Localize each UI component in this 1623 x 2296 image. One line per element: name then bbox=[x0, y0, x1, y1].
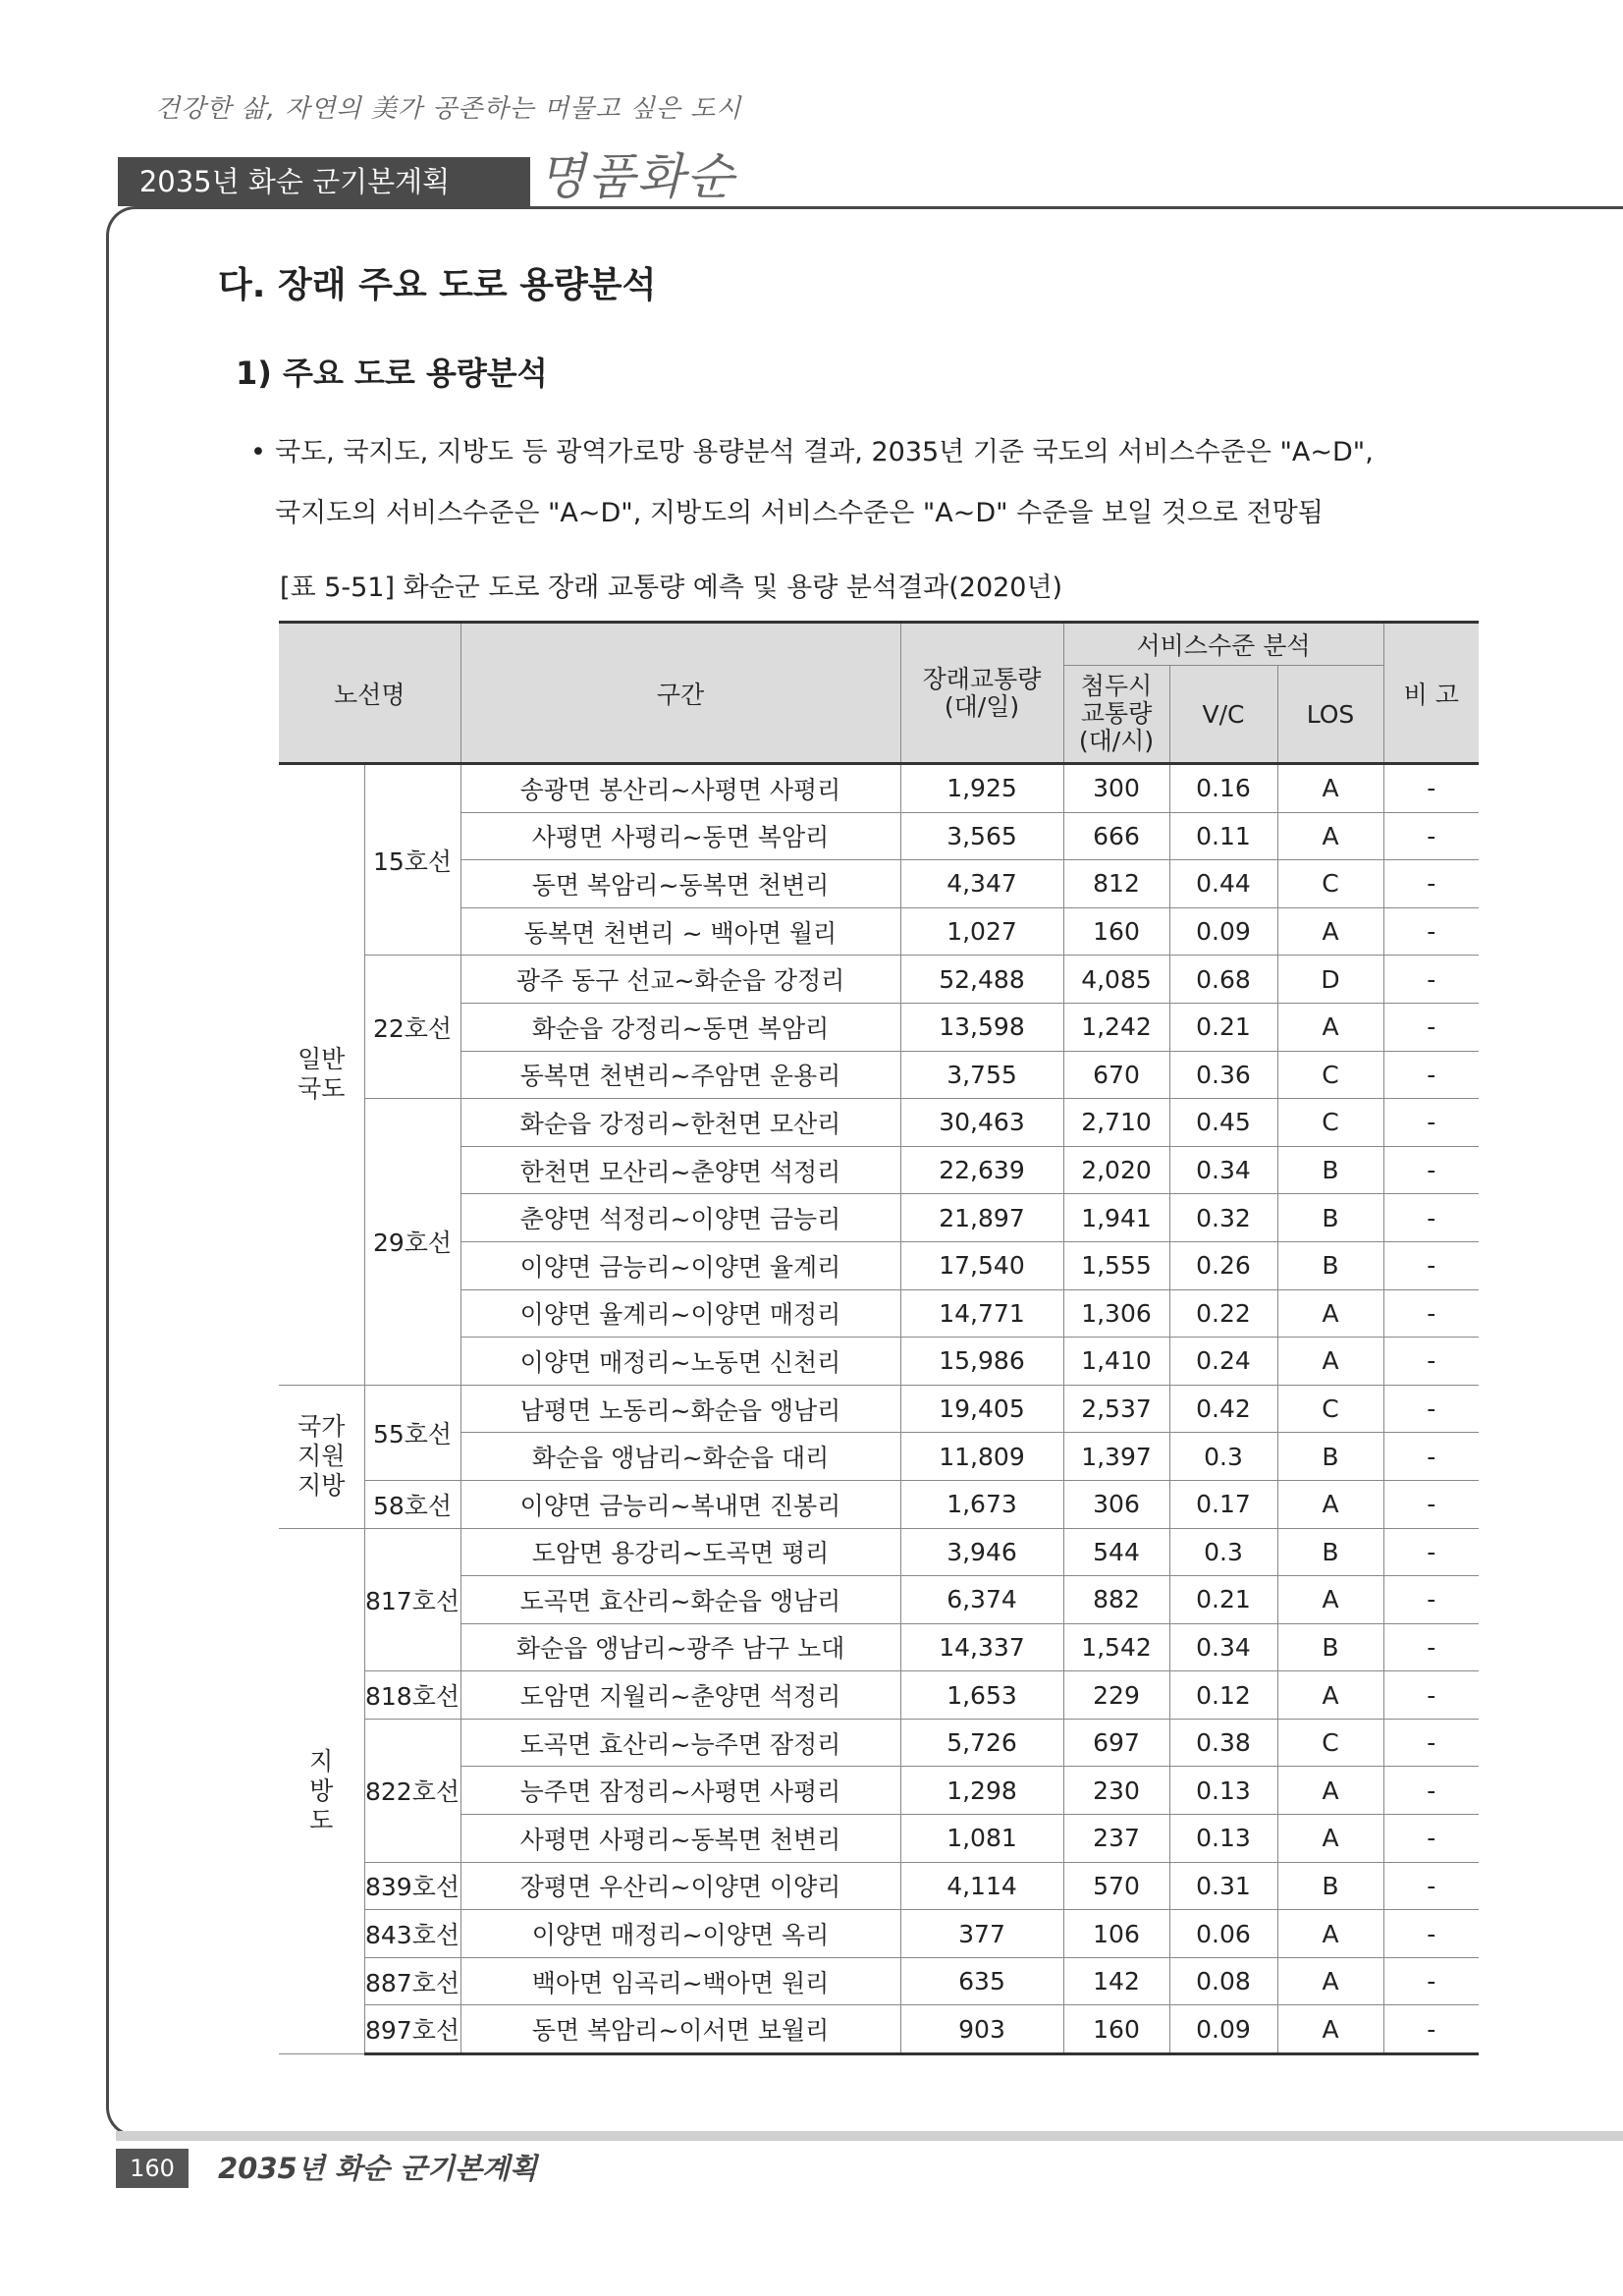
vc-cell: 0.09 bbox=[1169, 907, 1277, 956]
future-volume-cell: 15,986 bbox=[900, 1338, 1063, 1386]
los-cell: D bbox=[1277, 956, 1383, 1004]
road-capacity-table bbox=[279, 621, 1479, 2055]
future-volume-cell: 14,771 bbox=[900, 1289, 1063, 1338]
peak-volume-cell: 1,555 bbox=[1063, 1241, 1169, 1289]
table-row bbox=[279, 1671, 1479, 1720]
vc-cell: 0.26 bbox=[1169, 1241, 1277, 1289]
los-cell: B bbox=[1277, 1623, 1383, 1671]
vc-cell: 0.42 bbox=[1169, 1385, 1277, 1433]
peak-volume-cell: 237 bbox=[1063, 1815, 1169, 1863]
vc-cell: 0.12 bbox=[1169, 1671, 1277, 1720]
table-row bbox=[279, 1528, 1479, 1576]
route-number-cell: 29호선 bbox=[364, 1099, 460, 1386]
section-cell: 이양면 율계리~이양면 매정리 bbox=[460, 1289, 900, 1338]
los-cell: B bbox=[1277, 1433, 1383, 1481]
vc-cell: 0.3 bbox=[1169, 1528, 1277, 1576]
vc-cell: 0.21 bbox=[1169, 1576, 1277, 1624]
header-vc: V/C bbox=[1169, 666, 1277, 764]
note-cell: - bbox=[1383, 1957, 1479, 2005]
peak-volume-cell: 1,941 bbox=[1063, 1194, 1169, 1242]
note-cell: - bbox=[1383, 1289, 1479, 1338]
vc-cell: 0.38 bbox=[1169, 1719, 1277, 1767]
subsection-heading: 1) 주요 도로 용량분석 bbox=[236, 355, 548, 392]
peak-volume-cell: 106 bbox=[1063, 1910, 1169, 1958]
vc-cell: 0.16 bbox=[1169, 764, 1277, 813]
peak-volume-cell: 306 bbox=[1063, 1480, 1169, 1528]
table-body bbox=[279, 764, 1479, 2054]
los-cell: A bbox=[1277, 1003, 1383, 1051]
peak-volume-cell: 697 bbox=[1063, 1719, 1169, 1767]
table-row bbox=[279, 1385, 1479, 1433]
table-row bbox=[279, 1957, 1479, 2005]
peak-volume-cell: 2,020 bbox=[1063, 1146, 1169, 1194]
section-cell: 장평면 우산리~이양면 이양리 bbox=[460, 1862, 900, 1910]
section-cell: 도곡면 효산리~능주면 잠정리 bbox=[460, 1719, 900, 1767]
section-cell: 송광면 봉산리~사평면 사평리 bbox=[460, 764, 900, 813]
future-volume-cell: 21,897 bbox=[900, 1194, 1063, 1242]
peak-volume-cell: 4,085 bbox=[1063, 956, 1169, 1004]
section-cell: 남평면 노동리~화순읍 앵남리 bbox=[460, 1385, 900, 1433]
header-route-name: 노선명 bbox=[279, 623, 460, 764]
future-volume-cell: 30,463 bbox=[900, 1099, 1063, 1147]
future-volume-cell: 3,946 bbox=[900, 1528, 1063, 1576]
route-number-cell: 818호선 bbox=[364, 1671, 460, 1720]
section-cell: 사평면 사평리~동복면 천변리 bbox=[460, 1815, 900, 1863]
future-volume-cell: 14,337 bbox=[900, 1623, 1063, 1671]
future-volume-cell: 1,925 bbox=[900, 764, 1063, 813]
peak-volume-cell: 142 bbox=[1063, 1957, 1169, 2005]
table-caption: [표 5-51] 화순군 도로 장래 교통량 예측 및 용량 분석결과(2020년) bbox=[280, 573, 1063, 603]
frame-shadow bbox=[116, 2131, 1623, 2141]
section-cell: 이양면 매정리~이양면 옥리 bbox=[460, 1910, 900, 1958]
note-cell: - bbox=[1383, 956, 1479, 1004]
note-cell: - bbox=[1383, 1910, 1479, 1958]
section-cell: 이양면 금능리~복내면 진봉리 bbox=[460, 1480, 900, 1528]
future-volume-cell: 6,374 bbox=[900, 1576, 1063, 1624]
los-cell: B bbox=[1277, 1528, 1383, 1576]
vc-cell: 0.31 bbox=[1169, 1862, 1277, 1910]
section-cell: 광주 동구 선교~화순읍 강정리 bbox=[460, 956, 900, 1004]
table-row bbox=[279, 1099, 1479, 1147]
note-cell: - bbox=[1383, 1146, 1479, 1194]
note-cell: - bbox=[1383, 1241, 1479, 1289]
section-cell: 이양면 금능리~이양면 율계리 bbox=[460, 1241, 900, 1289]
section-cell: 동복면 천변리~주암면 운용리 bbox=[460, 1051, 900, 1099]
future-volume-cell: 3,755 bbox=[900, 1051, 1063, 1099]
brand-logo: 명품화순 bbox=[538, 148, 736, 205]
section-cell: 동면 복암리~이서면 보월리 bbox=[460, 2005, 900, 2054]
note-cell: - bbox=[1383, 1623, 1479, 1671]
route-number-cell: 22호선 bbox=[364, 956, 460, 1099]
vc-cell: 0.44 bbox=[1169, 860, 1277, 908]
table-row bbox=[279, 1719, 1479, 1767]
table-row bbox=[279, 764, 1479, 813]
los-cell: A bbox=[1277, 1576, 1383, 1624]
section-cell: 동복면 천변리 ~ 백아면 월리 bbox=[460, 907, 900, 956]
section-cell: 이양면 매정리~노동면 신천리 bbox=[460, 1338, 900, 1386]
vc-cell: 0.45 bbox=[1169, 1099, 1277, 1147]
route-group-cell: 일반 국도 bbox=[279, 764, 364, 1386]
los-cell: A bbox=[1277, 1767, 1383, 1815]
note-cell: - bbox=[1383, 764, 1479, 813]
route-group-cell: 지 방 도 bbox=[279, 1528, 364, 2054]
los-cell: B bbox=[1277, 1194, 1383, 1242]
note-cell: - bbox=[1383, 1433, 1479, 1481]
los-cell: A bbox=[1277, 1338, 1383, 1386]
future-volume-cell: 4,114 bbox=[900, 1862, 1063, 1910]
los-cell: A bbox=[1277, 1480, 1383, 1528]
future-volume-cell: 5,726 bbox=[900, 1719, 1063, 1767]
header-future-volume: 장래교통량 (대/일) bbox=[900, 623, 1063, 764]
future-volume-cell: 1,298 bbox=[900, 1767, 1063, 1815]
peak-volume-cell: 160 bbox=[1063, 2005, 1169, 2054]
peak-volume-cell: 230 bbox=[1063, 1767, 1169, 1815]
vc-cell: 0.11 bbox=[1169, 812, 1277, 860]
los-cell: A bbox=[1277, 764, 1383, 813]
vc-cell: 0.22 bbox=[1169, 1289, 1277, 1338]
peak-volume-cell: 666 bbox=[1063, 812, 1169, 860]
header-service-level: 서비스수준 분석 bbox=[1063, 623, 1383, 666]
bullet-line-1: 국도, 국지도, 지방도 등 광역가로망 용량분석 결과, 2035년 기준 국도의 서비스수준은 "A~D", bbox=[275, 437, 1374, 467]
section-cell: 화순읍 앵남리~화순읍 대리 bbox=[460, 1433, 900, 1481]
los-cell: A bbox=[1277, 1910, 1383, 1958]
peak-volume-cell: 2,710 bbox=[1063, 1099, 1169, 1147]
section-cell: 도암면 지월리~춘양면 석정리 bbox=[460, 1671, 900, 1720]
page-number: 160 bbox=[116, 2149, 189, 2188]
note-cell: - bbox=[1383, 1338, 1479, 1386]
note-cell: - bbox=[1383, 1194, 1479, 1242]
peak-volume-cell: 812 bbox=[1063, 860, 1169, 908]
section-heading: 다. 장래 주요 도로 용량분석 bbox=[218, 265, 657, 305]
note-cell: - bbox=[1383, 1003, 1479, 1051]
future-volume-cell: 52,488 bbox=[900, 956, 1063, 1004]
vc-cell: 0.36 bbox=[1169, 1051, 1277, 1099]
future-volume-cell: 4,347 bbox=[900, 860, 1063, 908]
future-volume-cell: 13,598 bbox=[900, 1003, 1063, 1051]
header-motto: 건강한 삶, 자연의 美가 공존하는 머물고 싶은 도시 bbox=[155, 94, 742, 124]
peak-volume-cell: 160 bbox=[1063, 907, 1169, 956]
vc-cell: 0.13 bbox=[1169, 1767, 1277, 1815]
section-cell: 화순읍 앵남리~광주 남구 노대 bbox=[460, 1623, 900, 1671]
route-number-cell: 55호선 bbox=[364, 1385, 460, 1480]
los-cell: B bbox=[1277, 1862, 1383, 1910]
peak-volume-cell: 1,397 bbox=[1063, 1433, 1169, 1481]
future-volume-cell: 11,809 bbox=[900, 1433, 1063, 1481]
bullet-line-2: 국지도의 서비스수준은 "A~D", 지방도의 서비스수준은 "A~D" 수준을 보일 것으로 전망됨 bbox=[275, 498, 1324, 528]
vc-cell: 0.09 bbox=[1169, 2005, 1277, 2054]
note-cell: - bbox=[1383, 1719, 1479, 1767]
section-cell: 능주면 잠정리~사평면 사평리 bbox=[460, 1767, 900, 1815]
note-cell: - bbox=[1383, 907, 1479, 956]
route-number-cell: 58호선 bbox=[364, 1480, 460, 1528]
future-volume-cell: 377 bbox=[900, 1910, 1063, 1958]
table-row bbox=[279, 1480, 1479, 1528]
vc-cell: 0.17 bbox=[1169, 1480, 1277, 1528]
section-cell: 한천면 모산리~춘양면 석정리 bbox=[460, 1146, 900, 1194]
route-number-cell: 887호선 bbox=[364, 1957, 460, 2005]
route-number-cell: 897호선 bbox=[364, 2005, 460, 2054]
vc-cell: 0.3 bbox=[1169, 1433, 1277, 1481]
los-cell: C bbox=[1277, 860, 1383, 908]
section-cell: 춘양면 석정리~이양면 금능리 bbox=[460, 1194, 900, 1242]
vc-cell: 0.24 bbox=[1169, 1338, 1277, 1386]
future-volume-cell: 1,653 bbox=[900, 1671, 1063, 1720]
peak-volume-cell: 544 bbox=[1063, 1528, 1169, 1576]
footer-title: 2035년 화순 군기본계획 bbox=[218, 2152, 538, 2185]
note-cell: - bbox=[1383, 1385, 1479, 1433]
vc-cell: 0.32 bbox=[1169, 1194, 1277, 1242]
los-cell: A bbox=[1277, 1289, 1383, 1338]
section-cell: 화순읍 강정리~동면 복암리 bbox=[460, 1003, 900, 1051]
section-cell: 도곡면 효산리~화순읍 앵남리 bbox=[460, 1576, 900, 1624]
vc-cell: 0.08 bbox=[1169, 1957, 1277, 2005]
peak-volume-cell: 229 bbox=[1063, 1671, 1169, 1720]
note-cell: - bbox=[1383, 1815, 1479, 1863]
peak-volume-cell: 670 bbox=[1063, 1051, 1169, 1099]
vc-cell: 0.34 bbox=[1169, 1623, 1277, 1671]
route-number-cell: 817호선 bbox=[364, 1528, 460, 1671]
bullet-dot-icon: • bbox=[250, 437, 266, 467]
route-number-cell: 839호선 bbox=[364, 1862, 460, 1910]
summary-bullet bbox=[250, 422, 1542, 544]
table-row bbox=[279, 1862, 1479, 1910]
peak-volume-cell: 1,242 bbox=[1063, 1003, 1169, 1051]
note-cell: - bbox=[1383, 1671, 1479, 1720]
route-number-cell: 822호선 bbox=[364, 1719, 460, 1862]
future-volume-cell: 3,565 bbox=[900, 812, 1063, 860]
vc-cell: 0.34 bbox=[1169, 1146, 1277, 1194]
los-cell: A bbox=[1277, 1815, 1383, 1863]
los-cell: A bbox=[1277, 1671, 1383, 1720]
section-cell: 사평면 사평리~동면 복암리 bbox=[460, 812, 900, 860]
plan-title: 2035년 화순 군기본계획 bbox=[138, 165, 451, 198]
los-cell: A bbox=[1277, 907, 1383, 956]
note-cell: - bbox=[1383, 1528, 1479, 1576]
header-los: LOS bbox=[1277, 666, 1383, 764]
note-cell: - bbox=[1383, 1862, 1479, 1910]
section-cell: 동면 복암리~동복면 천변리 bbox=[460, 860, 900, 908]
los-cell: C bbox=[1277, 1051, 1383, 1099]
header-peak-volume: 첨두시 교통량 (대/시) bbox=[1063, 666, 1169, 764]
note-cell: - bbox=[1383, 1099, 1479, 1147]
peak-volume-cell: 2,537 bbox=[1063, 1385, 1169, 1433]
route-group-cell: 국가 지원 지방 bbox=[279, 1385, 364, 1528]
peak-volume-cell: 570 bbox=[1063, 1862, 1169, 1910]
table-row bbox=[279, 1910, 1479, 1958]
vc-cell: 0.68 bbox=[1169, 956, 1277, 1004]
note-cell: - bbox=[1383, 1576, 1479, 1624]
plan-title-tab bbox=[118, 157, 530, 206]
section-cell: 도암면 용강리~도곡면 평리 bbox=[460, 1528, 900, 1576]
vc-cell: 0.21 bbox=[1169, 1003, 1277, 1051]
future-volume-cell: 1,081 bbox=[900, 1815, 1063, 1863]
peak-volume-cell: 1,410 bbox=[1063, 1338, 1169, 1386]
table-row bbox=[279, 2005, 1479, 2054]
table-row bbox=[279, 956, 1479, 1004]
route-number-cell: 843호선 bbox=[364, 1910, 460, 1958]
section-cell: 화순읍 강정리~한천면 모산리 bbox=[460, 1099, 900, 1147]
note-cell: - bbox=[1383, 812, 1479, 860]
peak-volume-cell: 300 bbox=[1063, 764, 1169, 813]
header-note: 비 고 bbox=[1383, 623, 1479, 764]
note-cell: - bbox=[1383, 1767, 1479, 1815]
route-number-cell: 15호선 bbox=[364, 764, 460, 956]
los-cell: C bbox=[1277, 1385, 1383, 1433]
los-cell: B bbox=[1277, 1146, 1383, 1194]
note-cell: - bbox=[1383, 860, 1479, 908]
future-volume-cell: 17,540 bbox=[900, 1241, 1063, 1289]
future-volume-cell: 1,027 bbox=[900, 907, 1063, 956]
peak-volume-cell: 1,542 bbox=[1063, 1623, 1169, 1671]
future-volume-cell: 903 bbox=[900, 2005, 1063, 2054]
vc-cell: 0.06 bbox=[1169, 1910, 1277, 1958]
vc-cell: 0.13 bbox=[1169, 1815, 1277, 1863]
future-volume-cell: 1,673 bbox=[900, 1480, 1063, 1528]
note-cell: - bbox=[1383, 1051, 1479, 1099]
los-cell: C bbox=[1277, 1099, 1383, 1147]
future-volume-cell: 19,405 bbox=[900, 1385, 1063, 1433]
los-cell: A bbox=[1277, 2005, 1383, 2054]
los-cell: C bbox=[1277, 1719, 1383, 1767]
peak-volume-cell: 882 bbox=[1063, 1576, 1169, 1624]
future-volume-cell: 635 bbox=[900, 1957, 1063, 2005]
note-cell: - bbox=[1383, 1480, 1479, 1528]
los-cell: B bbox=[1277, 1241, 1383, 1289]
los-cell: A bbox=[1277, 812, 1383, 860]
section-cell: 백아면 임곡리~백아면 원리 bbox=[460, 1957, 900, 2005]
note-cell: - bbox=[1383, 2005, 1479, 2054]
future-volume-cell: 22,639 bbox=[900, 1146, 1063, 1194]
peak-volume-cell: 1,306 bbox=[1063, 1289, 1169, 1338]
header-section: 구간 bbox=[460, 623, 900, 764]
los-cell: A bbox=[1277, 1957, 1383, 2005]
